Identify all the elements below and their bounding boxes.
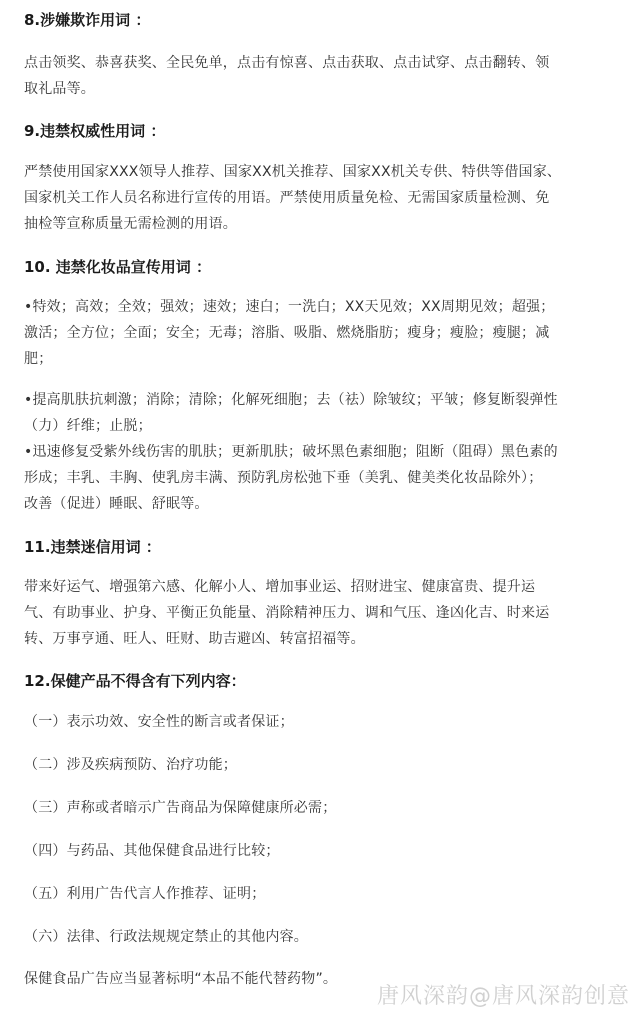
list-item: （一）表示功效、安全性的断言或者保证；: [24, 714, 294, 730]
list-item: （四）与药品、其他保健食品进行比较；: [24, 843, 280, 859]
section-9: [24, 121, 614, 141]
section-10: [24, 257, 614, 277]
section-12: [24, 671, 614, 691]
section-10-body-2: [24, 387, 614, 517]
text-line: 气、有助事业、护身、平衡正负能量、消除精神压力、调和气压、逢凶化吉、时来运: [24, 605, 550, 621]
list-item: （五）利用广告代言人作推荐、证明；: [24, 886, 266, 902]
text-line: 改善（促进）睡眠、舒眠等。: [24, 496, 209, 512]
watermark: 唐风深韵@唐风深韵创意: [376, 984, 630, 1009]
text-line: 取礼品等。: [24, 81, 95, 97]
section-8-body: [24, 50, 614, 102]
section-11: [24, 537, 614, 557]
text-line: •特效；高效；全效；强效；速效；速白；一洗白；XX天见效；XX周期见效；超强；: [24, 299, 555, 315]
text-line: （力）纤维；止脱；: [24, 418, 152, 434]
section-heading: 11.违禁迷信用词 ：: [24, 538, 161, 556]
section-11-body: [24, 574, 614, 652]
text-line: 严禁使用国家XXX领导人推荐、国家XX机关推荐、国家XX机关专供、特供等借国家、: [24, 164, 562, 180]
list-item: （二）涉及疾病预防、治疗功能；: [24, 757, 237, 773]
text-line: 带来好运气、增强第六感、化解小人、增加事业运、招财进宝、健康富贵、提升运: [24, 579, 536, 595]
text-line: 抽检等宣称质量无需检测的用语。: [24, 216, 237, 232]
section-9-body: [24, 159, 614, 237]
section-heading: 9.违禁权威性用词 ：: [24, 122, 166, 140]
text-line: 转、万事亨通、旺人、旺财、助吉避凶、转富招福等。: [24, 631, 365, 647]
section-heading: 10. 违禁化妆品宣传用词 ：: [24, 258, 212, 276]
section-12-item-6: [24, 924, 614, 950]
list-item: （三）声称或者暗示广告商品为保障健康所必需；: [24, 800, 337, 816]
text-line: 激活；全方位；全面；安全；无毒；溶脂、吸脂、燃烧脂肪；瘦身；瘦脸；瘦腿；减: [24, 325, 550, 341]
section-heading: 12.保健产品不得含有下列内容：: [24, 672, 246, 690]
section-heading: 8.涉嫌欺诈用词 ：: [24, 11, 151, 29]
text-line: 形成；丰乳、丰胸、使乳房丰满、预防乳房松弛下垂（美乳、健美类化妆品除外）；: [24, 470, 543, 486]
footer-note: 保健食品广告应当显著标明“本品不能代替药物”。: [24, 971, 338, 987]
section-12-item-2: [24, 752, 614, 778]
text-line: 点击领奖、恭喜获奖、全民免单，点击有惊喜、点击获取、点击试穿、点击翻转、领: [24, 55, 550, 71]
text-line: 肥；: [24, 351, 53, 367]
section-12-item-3: [24, 795, 614, 821]
section-12-item-1: [24, 709, 614, 735]
text-line: •提高肌肤抗刺激；消除；清除；化解死细胞；去（祛）除皱纹；平皱；修复断裂弹性: [24, 392, 558, 408]
section-8: [24, 10, 614, 30]
section-12-item-4: [24, 838, 614, 864]
text-line: •迅速修复受紫外线伤害的肌肤；更新肌肤；破坏黑色素细胞；阻断（阻碍）黑色素的: [24, 444, 558, 460]
section-12-item-5: [24, 881, 614, 907]
text-line: 国家机关工作人员名称进行宣传的用语。严禁使用质量免检、无需国家质量检测、免: [24, 190, 550, 206]
list-item: （六）法律、行政法规规定禁止的其他内容。: [24, 929, 308, 945]
section-10-body-1: [24, 294, 614, 372]
